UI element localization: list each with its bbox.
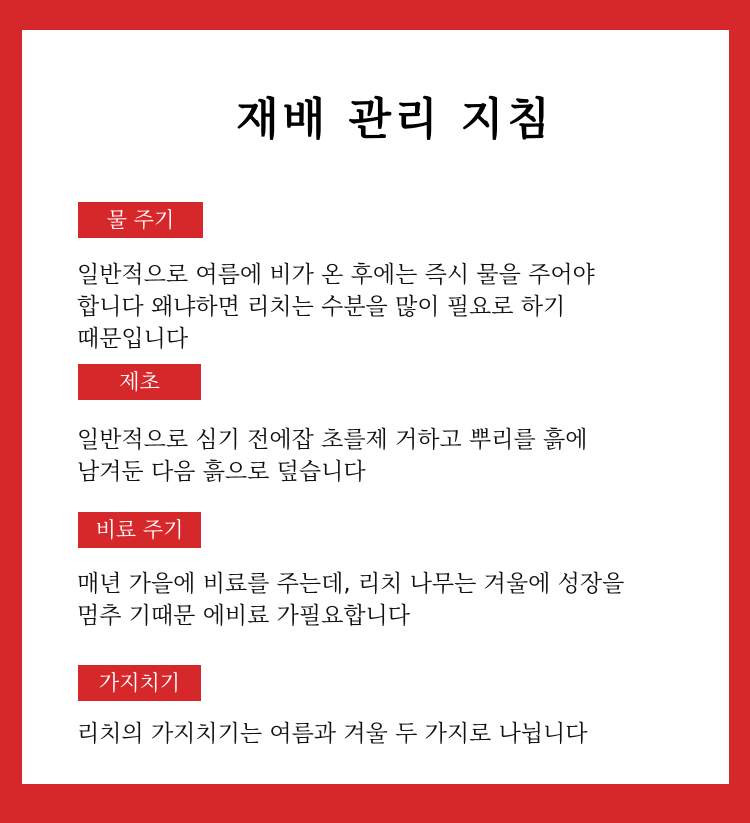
section-label-watering: 물 주기 <box>78 202 203 238</box>
section-text-weeding: 일반적으로 심기 전에잡 초를제 거하고 뿌리를 흙에 남겨둔 다음 흙으로 덮습니다 <box>77 427 588 485</box>
section-text-watering: 일반적으로 여름에 비가 온 후에는 즉시 물을 주어야 합니다 왜냐하면 리치는 수분을 많이 필요로 하기 때문입니다 <box>77 262 595 352</box>
section-text-pruning: 리치의 가지치기는 여름과 겨울 두 가지로 나뉩니다 <box>77 721 588 747</box>
section-label-weeding: 제초 <box>78 364 201 400</box>
page-title: 재배 관리 지침 <box>236 94 554 145</box>
section-label-fertilizing: 비료 주기 <box>78 512 201 548</box>
section-text-fertilizing: 매년 가을에 비료를 주는데, 리치 나무는 겨울에 성장을 멈추 기때문 에비료 가필요합니다 <box>77 571 625 629</box>
section-label-pruning: 가지치기 <box>78 665 201 701</box>
